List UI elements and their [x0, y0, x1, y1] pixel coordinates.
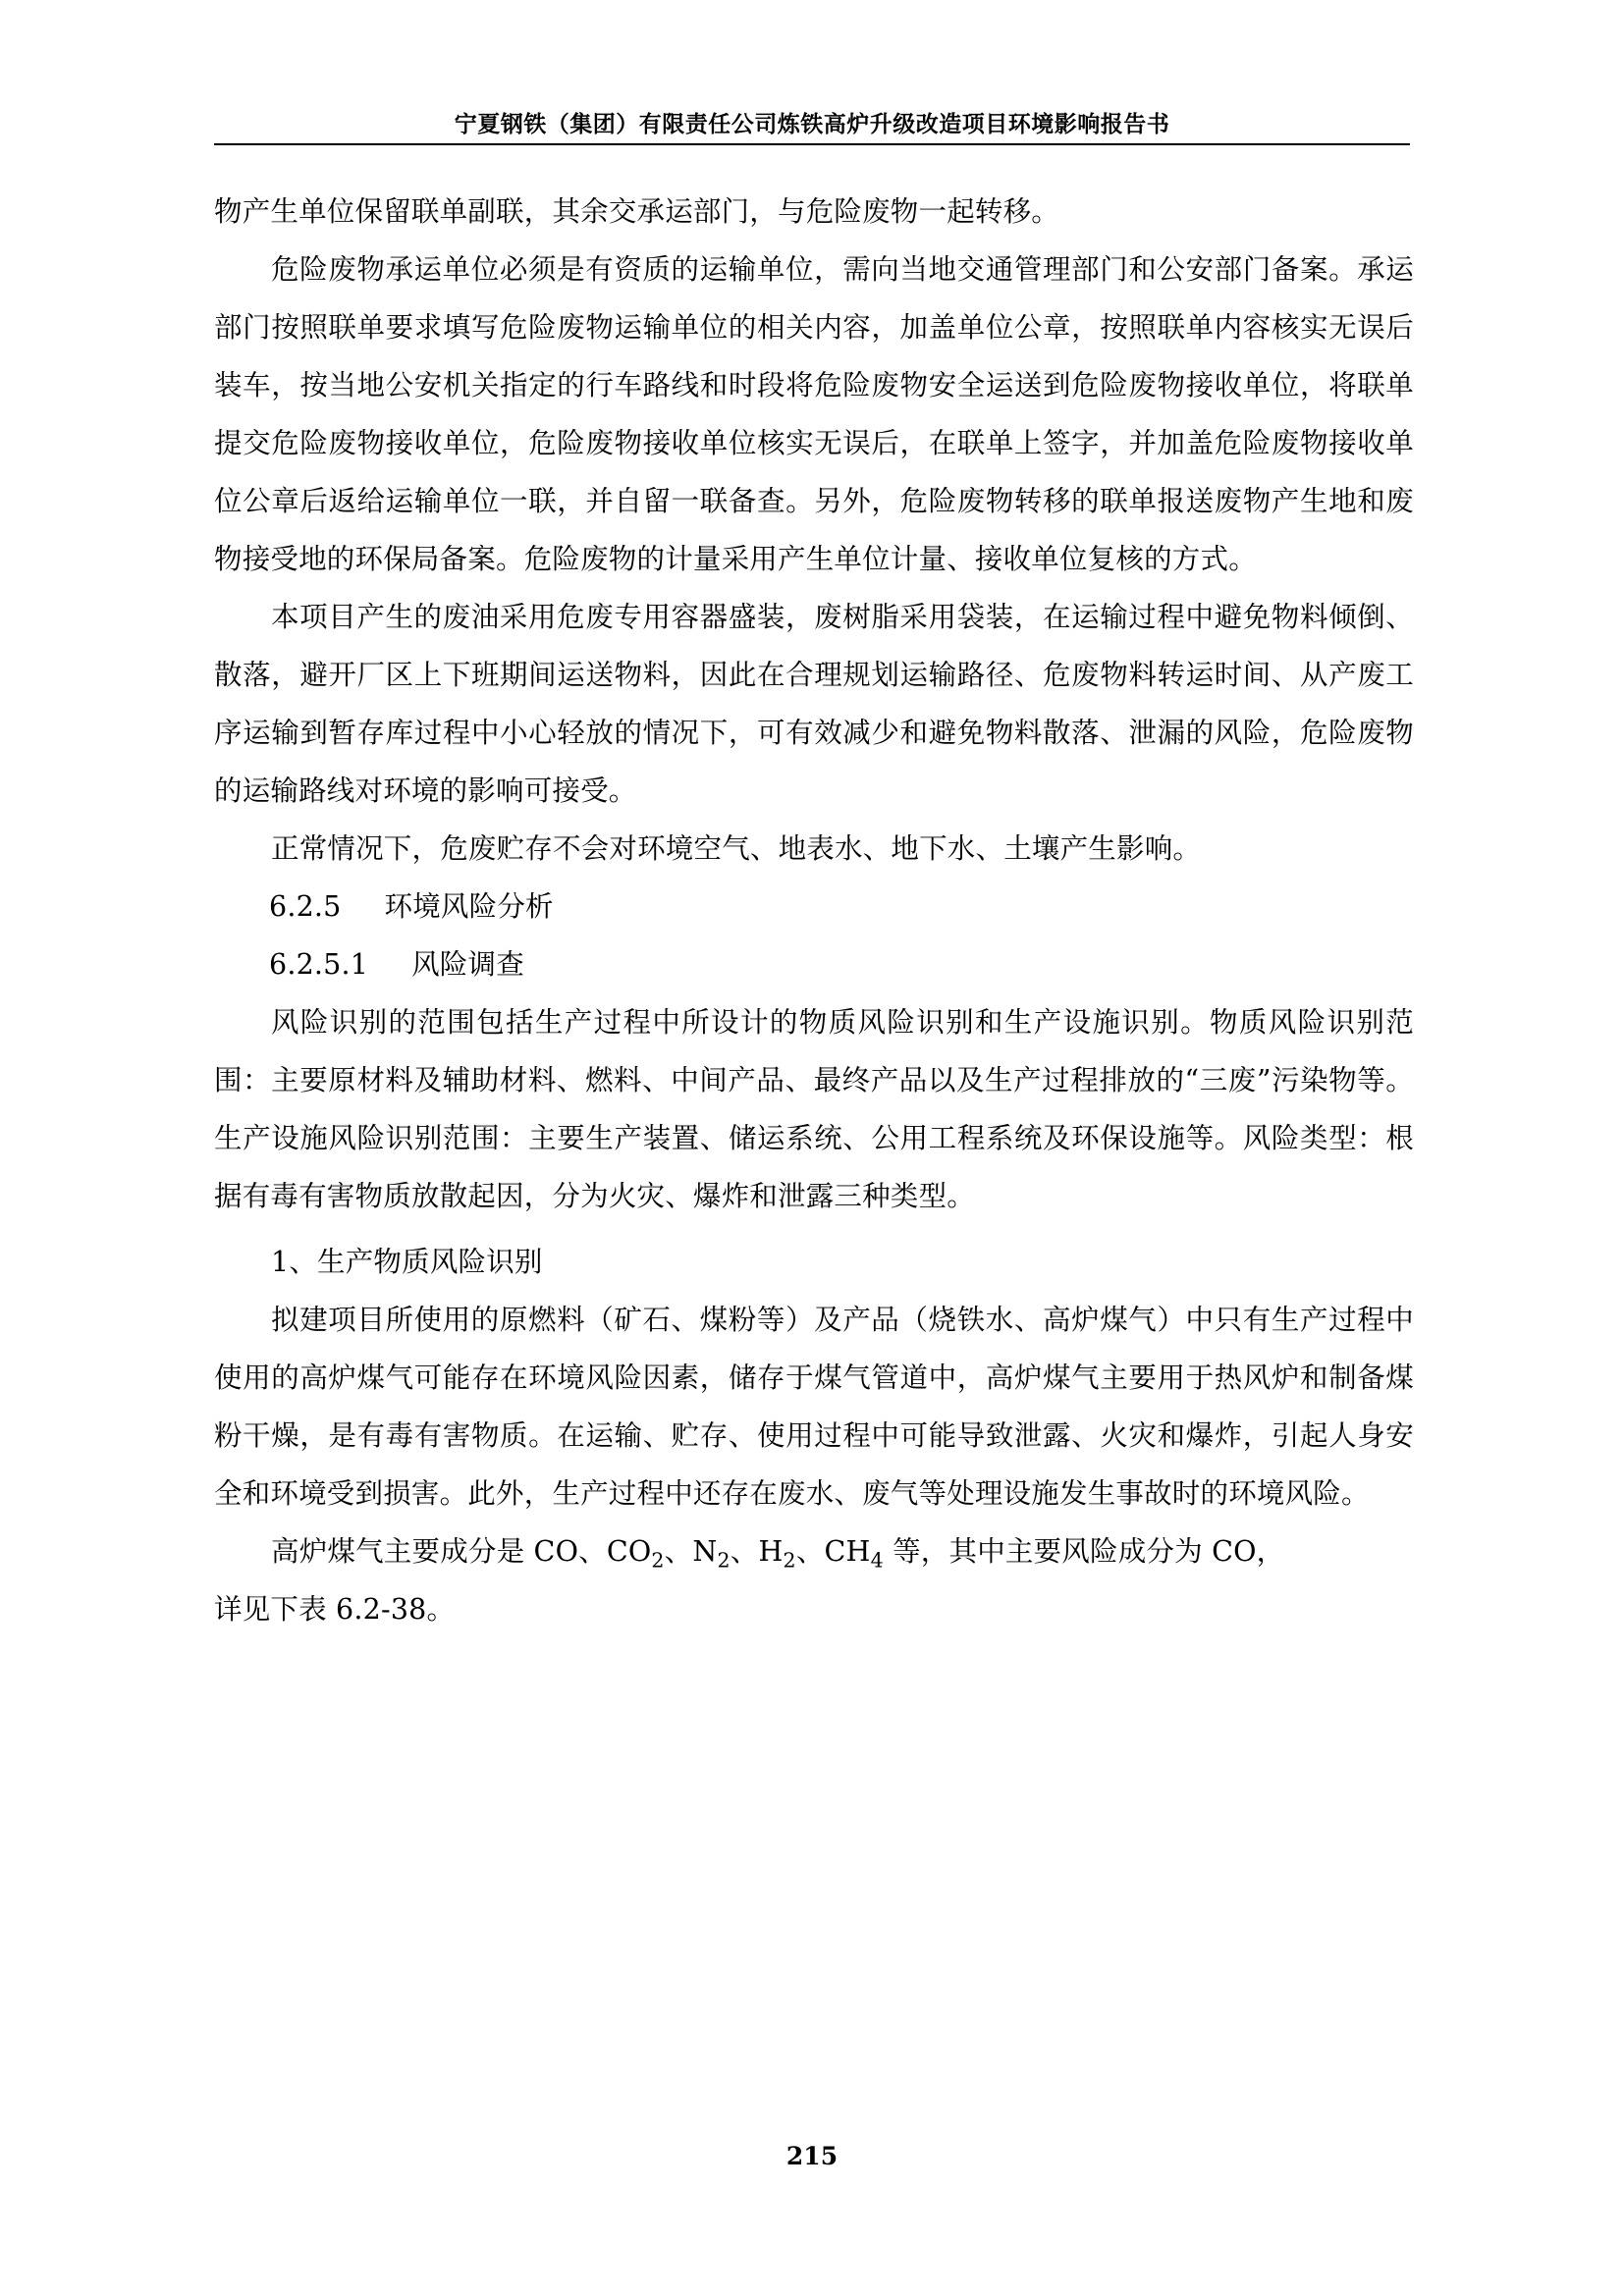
gas-composition-mid3: 、CH: [795, 1535, 871, 1568]
heading-6-2-5: [214, 878, 1414, 935]
paragraph-3: 本项目产生的废油采用危废专用容器盛装，废树脂采用袋装，在运输过程中避免物料倾倒、散落，避开厂区上下班期间运送物料，因此在合理规划运输路径、危废物料转运时间、从产废工序运输到暂存库过程中小心轻放的情况下，可有效减少和避免物料散落、泄漏的风险，危险废物的运输路线对环境的影响可接受。: [214, 601, 1414, 807]
subscript-h2: 2: [783, 1548, 796, 1573]
page-number: 215: [785, 2142, 839, 2170]
paragraph-6: 1、生产物质风险识别: [271, 1246, 543, 1278]
heading-6-2-5-1-number: 6.2.5.1: [269, 948, 369, 981]
subscript-co2: 2: [651, 1548, 665, 1573]
gas-composition-mid2: 、H: [730, 1535, 784, 1568]
paragraph-7: 拟建项目所使用的原燃料（矿石、煤粉等）及产品（烧铁水、高炉煤气）中只有生产过程中使用的高炉煤气可能存在环境风险因素，储存于煤气管道中，高炉煤气主要用于热风炉和制备煤粉干燥，是有毒有害物质。在运输、贮存、使用过程中可能导致泄露、火灾和爆炸，引起人身安全和环境受到损害。此外，生产过程中还存在废水、废气等处理设施发生事故时的环境风险。: [214, 1304, 1414, 1510]
paragraph-9: 详见下表 6.2-38。: [214, 1593, 456, 1626]
paragraph-4: 正常情况下，危废贮存不会对环境空气、地表水、地下水、土壤产生影响。: [271, 832, 1202, 865]
subscript-n2: 2: [717, 1548, 731, 1573]
paragraph-2: 危险废物承运单位必须是有资质的运输单位，需向当地交通管理部门和公安部门备案。承运部门按照联单要求填写危险废物运输单位的相关内容，加盖单位公章，按照联单内容核实无误后装车，按当地公安机关指定的行车路线和时段将危险废物安全运送到危险废物接收单位，将联单提交危险废物接收单位，危险废物接收单位核实无误后，在联单上签字，并加盖危险废物接收单位公章后返给运输单位一联，并自留一联备查。另外，危险废物转移的联单报送废物产生地和废物接受地的环保局备案。危险废物的计量采用产生单位计量、接收单位复核的方式。: [214, 253, 1414, 575]
paragraph-1: 物产生单位保留联单副联，其余交承运部门，与危险废物一起转移。: [214, 195, 1060, 228]
heading-6-2-5-number: 6.2.5: [269, 890, 342, 923]
paragraph-8: [214, 1522, 1414, 1580]
heading-6-2-5-1: [214, 935, 1414, 993]
header-divider: [214, 143, 1410, 145]
heading-6-2-5-1-title: 风险调查: [411, 948, 524, 981]
gas-composition-prefix: 高炉煤气主要成分是 CO、CO: [271, 1535, 652, 1568]
paragraph-5: 风险识别的范围包括生产过程中所设计的物质风险识别和生产设施识别。物质风险识别范围：主要原材料及辅助材料、燃料、中间产品、最终产品以及生产过程排放的“三废”污染物等。生产设施风险识别范围：主要生产装置、储运系统、公用工程系统及环保设施等。风险类型：根据有毒有害物质放散起因，分为火灾、爆炸和泄露三种类型。: [214, 1006, 1414, 1212]
gas-composition-suffix: 等，其中主要风险成分为 CO，: [883, 1535, 1285, 1568]
gas-composition-mid1: 、N: [664, 1535, 718, 1568]
page-header: 宁夏钢铁（集团）有限责任公司炼铁高炉升级改造项目环境影响报告书: [454, 111, 1170, 137]
spacer: [214, 1225, 1414, 1233]
page-content: [214, 183, 1414, 1638]
heading-6-2-5-title: 环境风险分析: [384, 890, 554, 923]
subscript-ch4: 4: [870, 1548, 884, 1573]
